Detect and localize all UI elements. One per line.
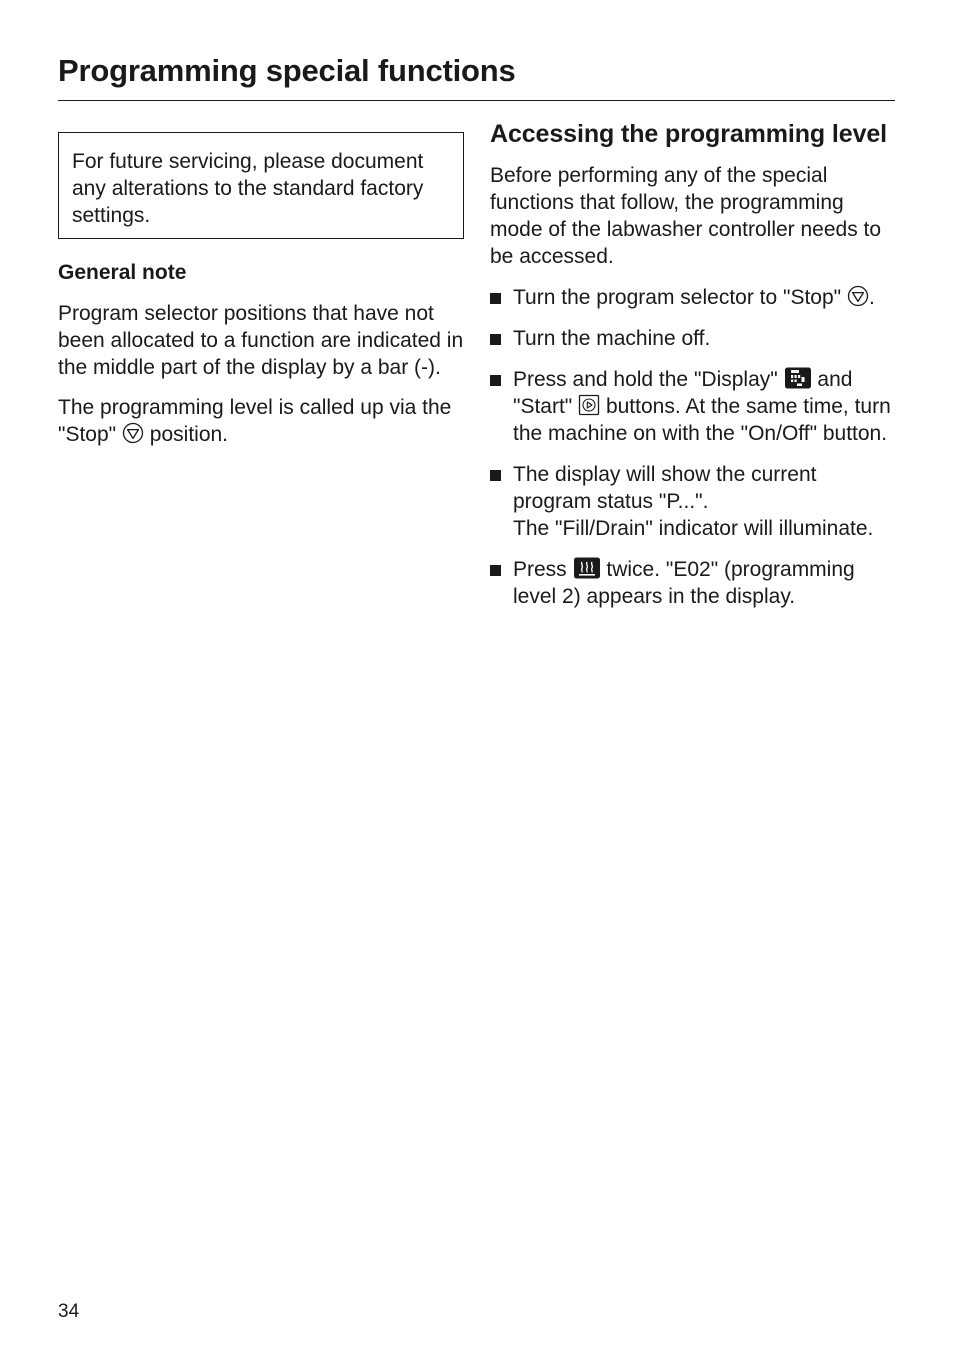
list-item [490,325,900,352]
bullet-square [490,293,501,304]
list-item [490,461,900,542]
page-title: Programming special functions [58,53,516,88]
programming-level-text-end: position. [149,423,229,446]
bullet-square [490,470,501,481]
list-item [490,284,900,311]
list-item [490,366,900,447]
programming-level-paragraph [58,394,464,448]
step-4-line-2: The "Fill/Drain" indicator will illuminate. [513,517,874,540]
left-column [58,132,464,448]
step-4-line-1: The display will show the current program status "P...". [513,463,817,513]
step-3-text-a: Press and hold the "Display" [513,368,778,391]
programming-level-text-start: The programming level is called up via the "Stop" [58,396,452,446]
display-button-icon [784,367,812,389]
step-5-text-b: twice. "E02" (programming level 2) appears in the display. [513,558,855,608]
start-button-icon [578,394,600,416]
general-note-paragraph: Program selector positions that have not been allocated to a function are indicated in the middle part of the display by a bar (-). [58,302,464,379]
step-1-text: Turn the program selector to "Stop" [513,286,842,309]
step-3-text-c: buttons. At the same time, turn the machine on with the "On/Off" button. [513,395,891,445]
stop-icon [122,422,144,444]
list-item [490,556,900,610]
step-3-text-b: and "Start" [513,368,853,418]
bullet-square [490,375,501,386]
servicing-note-box: For future servicing, please document any alterations to the standard factory settings. [58,132,464,239]
step-1-end: . [868,286,875,309]
step-2-text: Turn the machine off. [513,327,711,350]
page-number: 34 [58,1301,80,1322]
bullet-square [490,565,501,576]
step-5-text-a: Press [513,558,567,581]
heat-button-icon [573,557,601,579]
right-column [490,118,900,624]
steps-list [490,284,900,610]
bullet-square [490,334,501,345]
accessing-programming-intro: Before performing any of the special functions that follow, the programming mode of the labwasher controller needs to be accessed. [490,164,882,268]
title-divider [58,100,895,101]
accessing-programming-heading: Accessing the programming level [490,120,888,148]
stop-icon [847,285,869,307]
general-note-heading: General note [58,261,187,284]
